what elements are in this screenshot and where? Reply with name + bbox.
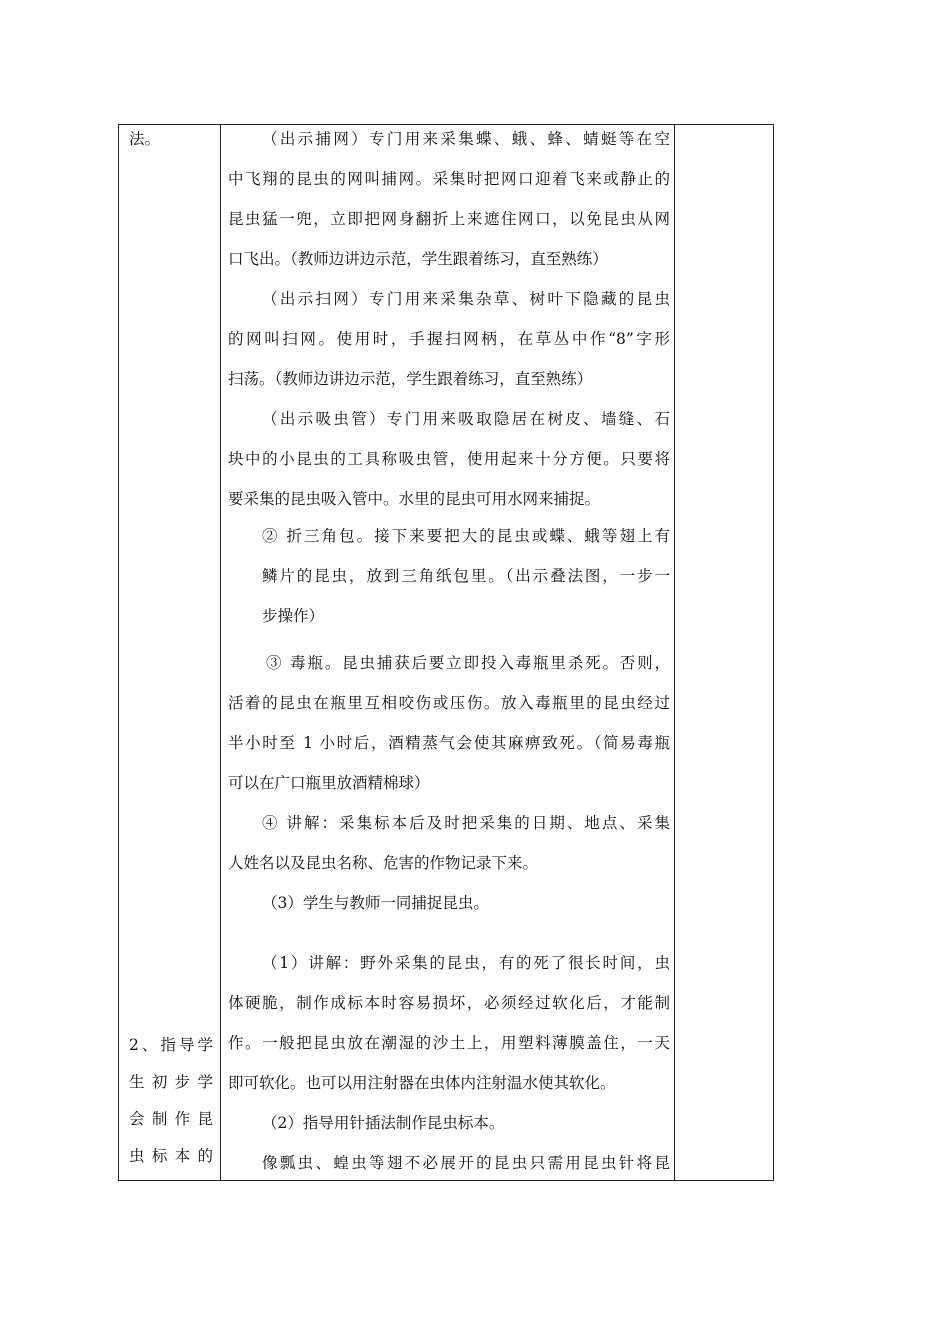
text-line: （2）指导用针插法制作昆虫标本。 (262, 1114, 505, 1132)
text-line: 作。一般把昆虫放在潮湿的沙土上，用塑料薄膜盖住，一天 (228, 1034, 670, 1052)
text-line: 人姓名以及昆虫名称、危害的作物记录下来。 (228, 854, 539, 872)
left-line: 2、指导学 (129, 1036, 213, 1054)
text-line: 要采集的昆虫吸入管中。水里的昆虫可用水网来捕捉。 (228, 490, 601, 508)
text-line: 昆虫猛一兜，立即把网身翻折上来遮住网口，以免昆虫从网 (228, 210, 670, 228)
text-line: 活着的昆虫在瓶里互相咬伤或压伤。放入毒瓶里的昆虫经过 (228, 694, 670, 712)
text-line: （3）学生与教师一同捕捉昆虫。 (262, 894, 489, 912)
text-line: ③ 毒瓶。昆虫捕获后要立即投入毒瓶里杀死。否则， (266, 654, 670, 672)
text-line: 可以在广口瓶里放酒精棉球） (228, 774, 430, 792)
text-line: 像瓢虫、蝗虫等翅不必展开的昆虫只需用昆虫针将昆 (262, 1154, 670, 1172)
text-line: 块中的小昆虫的工具称吸虫管，使用起来十分方便。只要将 (228, 450, 670, 468)
text-line: 即可软化。也可以用注射器在虫体内注射温水使其软化。 (228, 1074, 616, 1092)
text-line: （出示扫网）专门用来采集杂草、树叶下隐藏的昆虫 (262, 290, 670, 308)
left-line: 会制作昆 (129, 1110, 213, 1128)
left-line: 生初步学 (129, 1073, 213, 1091)
text-line: （1）讲解：野外采集的昆虫，有的死了很长时间，虫 (262, 954, 670, 972)
text-line: 体硬脆，制作成标本时容易损坏，必须经过软化后，才能制 (228, 994, 670, 1012)
text-line: 口飞出。（教师边讲边示范，学生跟着练习，直至熟练） (228, 250, 608, 268)
left-column (119, 125, 220, 1180)
text-line: 半小时至 1 小时后，酒精蒸气会使其麻痹致死。（简易毒瓶 (228, 734, 670, 752)
text-line: ④ 讲解：采集标本后及时把采集的日期、地点、采集 (262, 814, 670, 832)
text-line: 的网叫扫网。使用时，手握扫网柄，在草丛中作“8”字形 (228, 330, 670, 348)
left-top-text: 法。 (129, 130, 161, 148)
lesson-table (118, 124, 774, 1181)
text-line: 扫荡。（教师边讲边示范，学生跟着练习，直至熟练） (228, 370, 593, 388)
text-line: 鳞片的昆虫，放到三角纸包里。（出示叠法图，一步一 (262, 567, 670, 585)
middle-column (220, 125, 674, 1180)
left-line: 虫标本的 (129, 1147, 213, 1165)
text-line: ② 折三角包。接下来要把大的昆虫或蝶、蛾等翅上有 (262, 527, 670, 545)
text-line: （出示吸虫管）专门用来吸取隐居在树皮、墙缝、石 (262, 410, 670, 428)
text-line: 步操作） (262, 607, 325, 625)
right-column (675, 125, 773, 1180)
text-line: 中飞翔的昆虫的网叫捕网。采集时把网口迎着飞来或静止的 (228, 170, 670, 188)
text-line: （出示捕网）专门用来采集蝶、蛾、蜂、蜻蜓等在空 (262, 130, 670, 148)
